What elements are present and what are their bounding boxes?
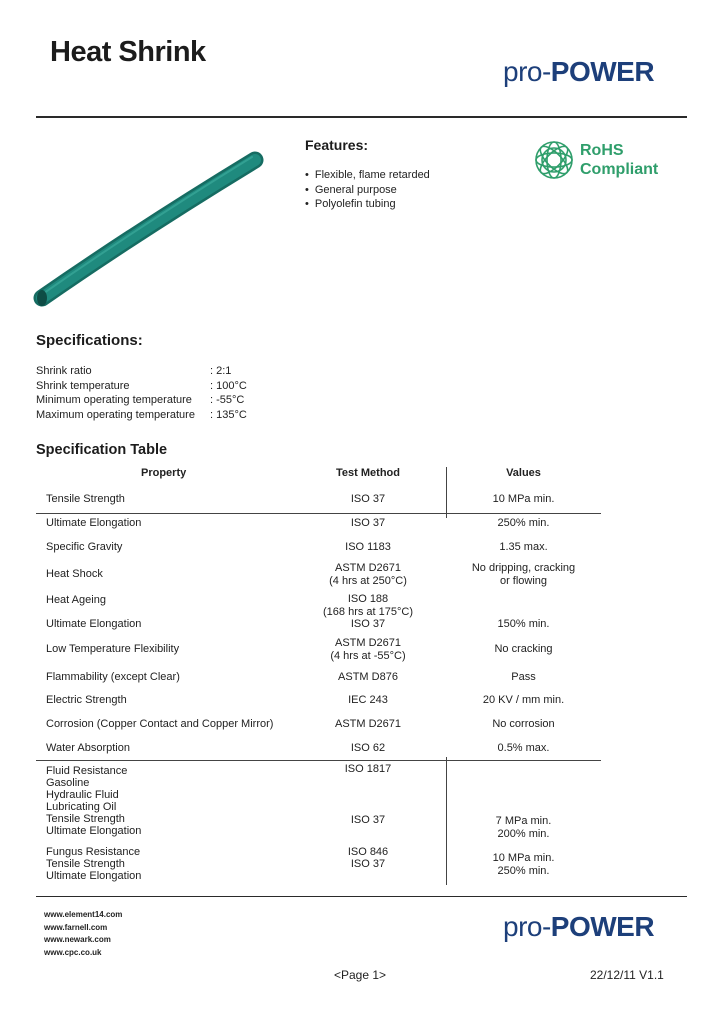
- table-cell-value: 200% min.: [497, 828, 550, 840]
- specifications-heading: Specifications:: [36, 332, 143, 349]
- spec-value: : 135°C: [210, 408, 247, 421]
- website-links: [44, 909, 122, 959]
- page-number: <Page 1>: [334, 968, 387, 982]
- table-cell-method: ISO 37: [350, 814, 386, 826]
- table-cell-method: [276, 593, 460, 618]
- method-line: (4 hrs at 250°C): [329, 574, 407, 587]
- table-cell-property: Corrosion (Copper Contact and Copper Mirror): [46, 718, 274, 730]
- spec-row: [36, 393, 247, 408]
- feature-item: • Flexible, flame retarded: [305, 168, 430, 183]
- website-link[interactable]: www.element14.com: [44, 910, 123, 919]
- spec-key: Shrink temperature: [36, 379, 130, 392]
- brand-power-text: POWER: [550, 56, 655, 87]
- specifications-list: [36, 364, 247, 422]
- rohs-line1: RoHS: [580, 142, 624, 159]
- brand-logo-bottom: [503, 911, 654, 943]
- website-link[interactable]: www.farnell.com: [44, 922, 108, 932]
- document-date-version: 22/12/11 V1.1: [590, 968, 664, 982]
- table-cell-method: ASTM D876: [338, 671, 398, 683]
- table-cell-value: 20 KV / mm min.: [482, 694, 565, 706]
- table-cell-property: Ultimate Elongation: [46, 517, 142, 529]
- fluid-resistance-block: [46, 765, 141, 837]
- method-line: (4 hrs at -55°C): [330, 649, 406, 662]
- table-cell-value: 250% min.: [497, 517, 550, 529]
- table-cell-method: ISO 37: [350, 493, 386, 505]
- heat-shrink-tube-image: [30, 150, 270, 315]
- spec-value: : 2:1: [210, 365, 232, 377]
- feature-item: • General purpose: [305, 183, 430, 198]
- brand-pro-text: pro-: [503, 56, 551, 87]
- value-line: No dripping, cracking: [471, 562, 576, 574]
- method-line: ASTM D2671: [334, 637, 402, 649]
- table-cell-value: 7 MPa min.: [495, 815, 552, 827]
- table-divider: [36, 513, 601, 514]
- table-cell-property: Water Absorption: [46, 742, 130, 754]
- spec-key: Maximum operating temperature: [36, 408, 195, 421]
- table-cell-property: Heat Shock: [46, 568, 103, 580]
- fluid-line: Lubricating Oil: [46, 801, 117, 813]
- column-header-values: Values: [506, 467, 541, 479]
- table-cell-property: Electric Strength: [46, 694, 127, 706]
- spec-table: [36, 467, 601, 887]
- features-list: [305, 168, 430, 212]
- table-cell-value: 10 MPa min.: [492, 852, 555, 864]
- table-cell-value: 250% min.: [497, 865, 550, 877]
- spec-row: [36, 379, 247, 394]
- table-cell-value: No cracking: [494, 643, 553, 655]
- table-cell-value: 0.5% max.: [497, 742, 550, 754]
- method-line: (168 hrs at 175°C): [323, 605, 413, 618]
- fluid-line: Tensile Strength: [46, 813, 125, 825]
- fluid-line: Ultimate Elongation: [46, 825, 142, 837]
- fungus-line: Fungus Resistance: [46, 846, 141, 858]
- brand-pro-text: pro-: [503, 911, 551, 942]
- table-cell-method: ASTM D2671: [334, 718, 402, 730]
- table-cell-property: Flammability (except Clear): [46, 671, 180, 683]
- table-cell-value: Pass: [511, 671, 536, 683]
- rohs-badge: [580, 141, 658, 179]
- table-cell-method: ISO 37: [350, 858, 386, 870]
- features-heading: Features:: [305, 137, 369, 153]
- fluid-line: Hydraulic Fluid: [46, 789, 119, 801]
- table-cell-method: [276, 562, 460, 587]
- table-cell-method: ISO 37: [350, 517, 386, 529]
- table-cell-method: ISO 62: [350, 742, 386, 754]
- spec-table-heading: Specification Table: [36, 442, 168, 458]
- page-title: Heat Shrink: [50, 36, 206, 68]
- rohs-globe-icon: [533, 139, 575, 181]
- table-cell-property: Low Temperature Flexibility: [46, 643, 180, 655]
- fluid-line: Fluid Resistance: [46, 765, 128, 777]
- table-divider: [36, 760, 601, 761]
- spec-value: : -55°C: [210, 394, 245, 406]
- brand-power-text: POWER: [550, 911, 655, 942]
- table-cell-method: ISO 37: [350, 618, 386, 630]
- table-cell-method: [276, 637, 460, 662]
- table-cell-method: ISO 1817: [344, 763, 392, 775]
- spec-row: [36, 364, 247, 379]
- table-cell-value: No corrosion: [492, 718, 555, 730]
- fluid-line: Gasoline: [46, 777, 90, 789]
- column-header-test-method: Test Method: [336, 467, 400, 479]
- rohs-line2: Compliant: [580, 161, 659, 178]
- method-line: ASTM D2671: [334, 562, 402, 574]
- method-line: ISO 188: [347, 593, 389, 605]
- brand-logo-top: [503, 56, 654, 88]
- column-header-property: Property: [141, 467, 187, 479]
- table-cell-method: ISO 846: [347, 846, 389, 858]
- fungus-line: Tensile Strength: [46, 858, 125, 870]
- table-cell-property: Ultimate Elongation: [46, 618, 142, 630]
- table-cell-property: Specific Gravity: [46, 541, 123, 553]
- header-divider: [36, 116, 687, 118]
- website-link[interactable]: www.cpc.co.uk: [44, 947, 102, 957]
- table-cell-value: 1.35 max.: [499, 541, 548, 553]
- footer-divider: [36, 896, 687, 897]
- fungus-line: Ultimate Elongation: [46, 870, 142, 882]
- table-cell-value: 150% min.: [497, 618, 550, 630]
- spec-key: Shrink ratio: [36, 365, 92, 377]
- table-cell-value: 10 MPa min.: [492, 493, 555, 505]
- spec-value: : 100°C: [210, 379, 247, 392]
- value-line: or flowing: [499, 574, 548, 587]
- spec-key: Minimum operating temperature: [36, 394, 192, 406]
- fungus-resistance-block: [46, 846, 141, 882]
- table-cell-property: Tensile Strength: [46, 493, 125, 505]
- website-link[interactable]: www.newark.com: [44, 935, 111, 944]
- table-cell-method: IEC 243: [348, 694, 388, 706]
- table-cell-value: [446, 562, 601, 587]
- table-cell-property: Heat Ageing: [46, 594, 106, 606]
- spec-row: [36, 408, 247, 423]
- table-cell-method: ISO 1183: [345, 541, 391, 553]
- feature-item: • Polyolefin tubing: [305, 197, 430, 212]
